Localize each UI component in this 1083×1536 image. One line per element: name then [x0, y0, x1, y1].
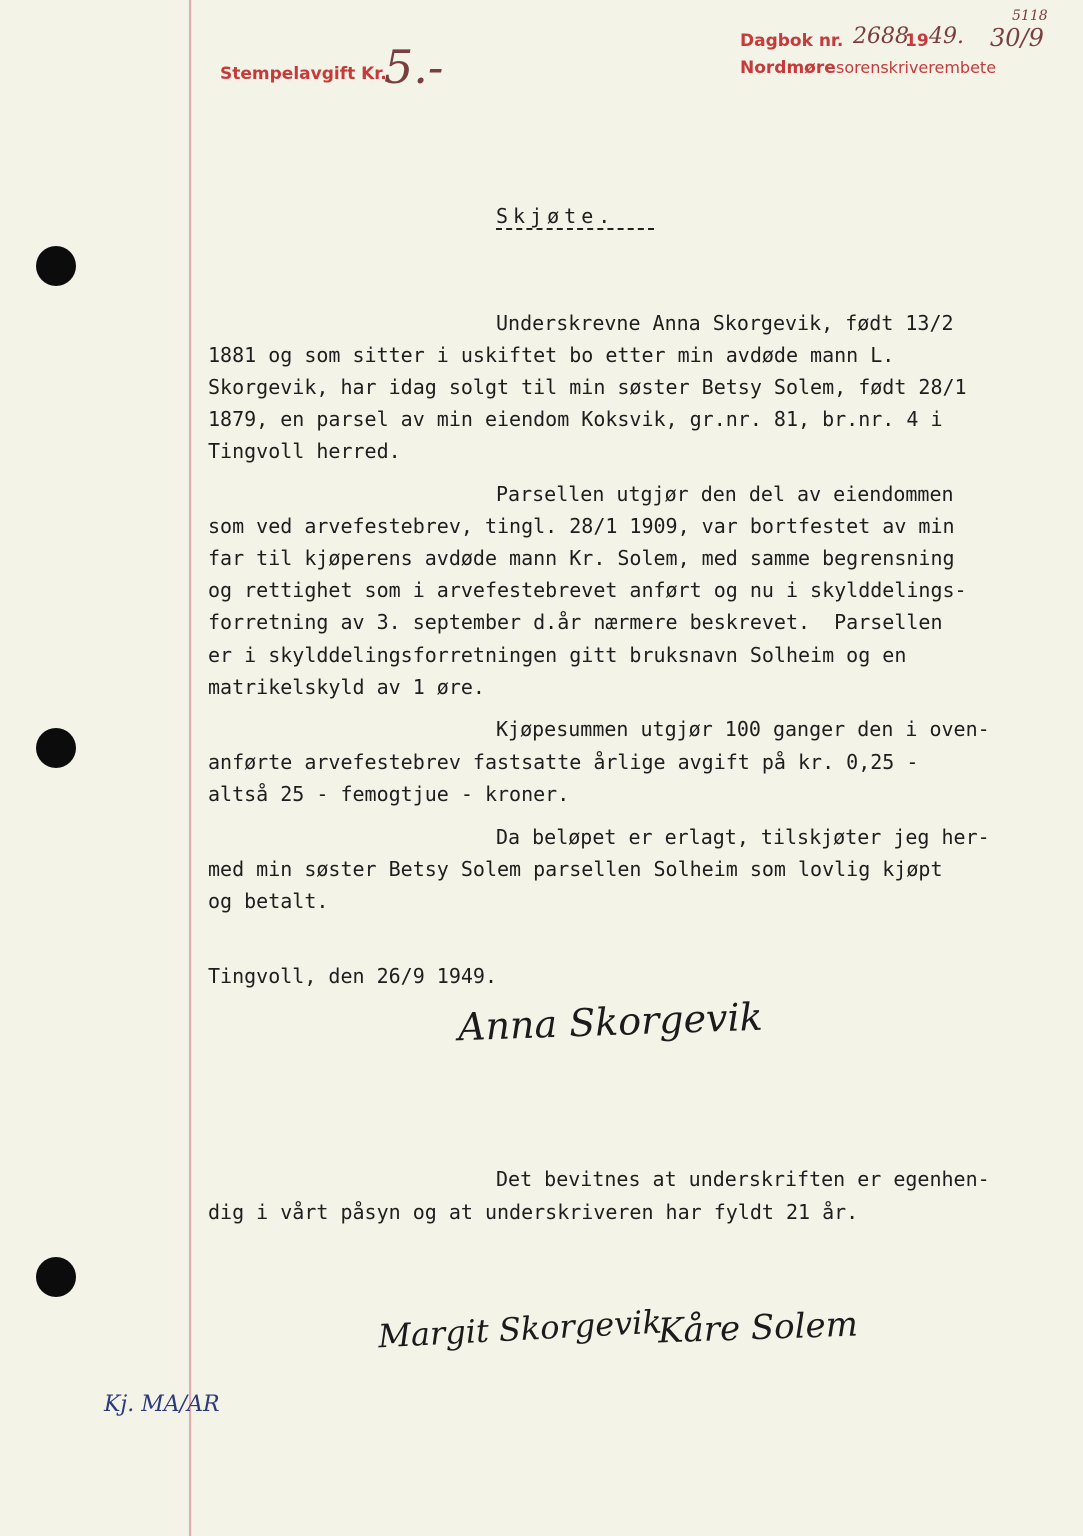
punch-hole — [36, 1257, 76, 1297]
paragraph-line: og rettighet som i arvefestebrevet anført og nu i skylddelings- — [208, 578, 967, 602]
paragraph-line: Parsellen utgjør den del av eiendommen — [496, 482, 954, 506]
witness-line: dig i vårt påsyn og at underskriveren har fyldt 21 år. — [208, 1200, 859, 1224]
paragraph-line: som ved arvefestebrev, tingl. 28/1 1909, var bortfestet av min — [208, 514, 955, 538]
dagbok-note: 5118 — [1012, 8, 1048, 24]
dagbok-year-printed: 19 — [905, 31, 929, 51]
signature-witness-2: Kåre Solem — [657, 1304, 859, 1352]
clerk-note: Kj. MA/AR — [104, 1392, 220, 1417]
paragraph-line: matrikelskyld av 1 øre. — [208, 675, 485, 699]
paragraph-line: forretning av 3. september d.år nærmere beskrevet. Parsellen — [208, 610, 943, 634]
title-underline — [496, 228, 654, 230]
office-suffix: sorenskriverembete — [836, 58, 997, 77]
dagbok-number: 2688 — [853, 24, 909, 49]
stamp-fee-amount: 5.- — [384, 40, 444, 94]
paragraph-line: far til kjøperens avdøde mann Kr. Solem, med samme begrensning — [208, 546, 955, 570]
paragraph-line: Underskrevne Anna Skorgevik, født 13/2 — [496, 311, 954, 335]
margin-rule — [189, 0, 191, 1536]
witness-line: Det bevitnes at underskriften er egenhen- — [496, 1167, 990, 1191]
paragraph-line: og betalt. — [208, 889, 329, 913]
dagbok-year-written: 49. — [929, 24, 964, 49]
paragraph-line: Skorgevik, har idag solgt til min søster Betsy Solem, født 28/1 — [208, 375, 967, 399]
paragraph-line: Kjøpesummen utgjør 100 ganger den i oven- — [496, 717, 990, 741]
paragraph-line: 1881 og som sitter i uskiftet bo etter min avdøde mann L. — [208, 343, 895, 367]
paragraph-line: altså 25 - femogtjue - kroner. — [208, 782, 570, 806]
office-prefix: Nordmøre — [740, 58, 836, 78]
signature-witness-1: Margit Skorgevik — [377, 1302, 663, 1356]
paragraph-line: anførte arvefestebrev fastsatte årlige avgift på kr. 0,25 - — [208, 750, 919, 774]
document-title: Skjøte. — [496, 204, 616, 228]
dagbok-date: 30/9 — [990, 24, 1044, 52]
paragraph-line: 1879, en parsel av min eiendom Koksvik, gr.nr. 81, br.nr. 4 i — [208, 407, 943, 431]
paragraph-line: Da beløpet er erlagt, tilskjøter jeg her- — [496, 825, 990, 849]
place-date: Tingvoll, den 26/9 1949. — [208, 964, 497, 988]
stamp-fee-label: Stempelavgift Kr. — [220, 64, 387, 84]
dagbok-label: Dagbok nr. — [740, 31, 844, 51]
paragraph-line: med min søster Betsy Solem parsellen Solheim som lovlig kjøpt — [208, 857, 943, 881]
signature-seller: Anna Skorgevik — [457, 994, 764, 1050]
paragraph-line: Tingvoll herred. — [208, 439, 401, 463]
punch-hole — [36, 728, 76, 768]
punch-hole — [36, 246, 76, 286]
paragraph-line: er i skylddelingsforretningen gitt bruksnavn Solheim og en — [208, 643, 907, 667]
